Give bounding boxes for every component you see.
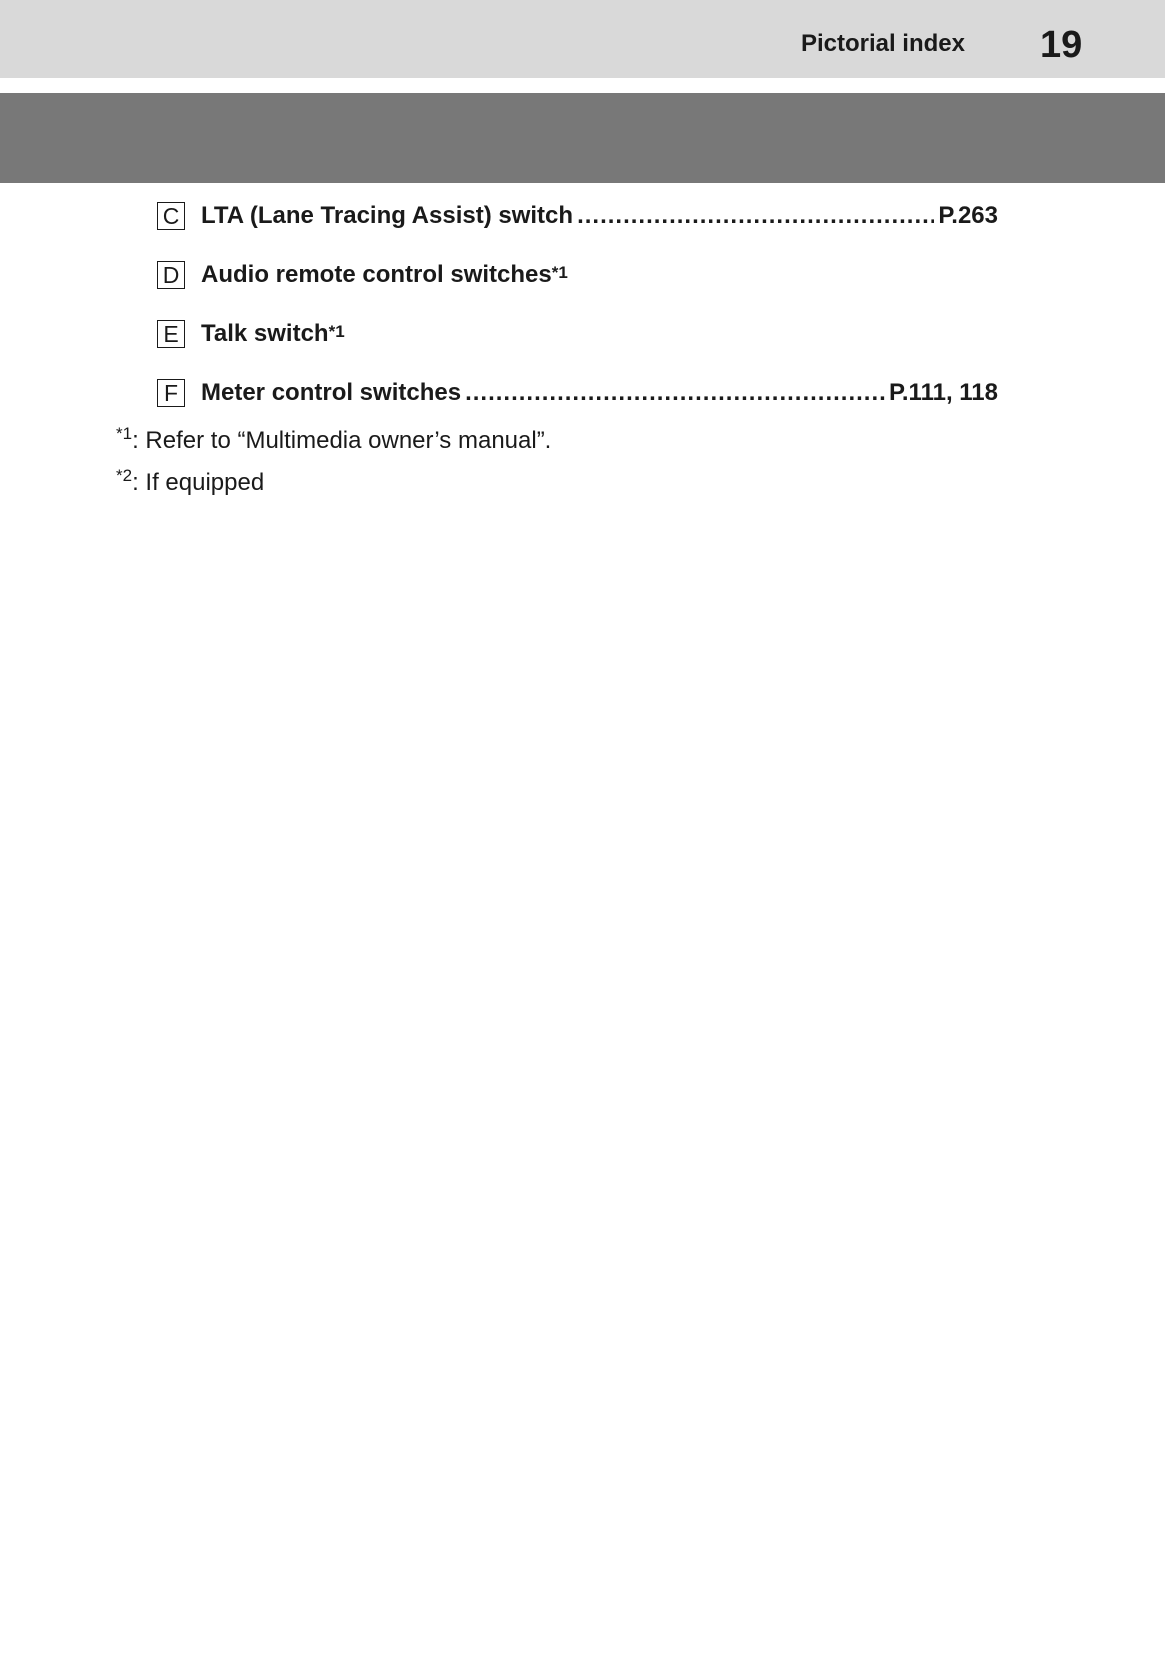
entry-letter-box: C	[157, 202, 185, 230]
index-entry-e: E Talk switch $^{*1}$	[157, 317, 998, 351]
footnotes	[116, 420, 551, 504]
page-header	[0, 0, 1165, 78]
index-entry-d: D Audio remote control switches $^{*1}$	[157, 258, 998, 292]
footnote-text: : Refer to “Multimedia owner’s manual”.	[132, 427, 552, 454]
dot-leader	[465, 379, 885, 407]
footnote-marker: *2	[116, 466, 133, 485]
section-title: Pictorial index	[800, 30, 965, 57]
page-number: 19	[1040, 24, 1083, 66]
entry-label: Talk switch	[201, 320, 329, 347]
page-reference-link[interactable]: P.111, 118	[888, 379, 998, 406]
index-entry-c	[157, 199, 998, 233]
footnote-2	[116, 462, 551, 504]
footnote-1	[116, 420, 551, 462]
index-entry-f	[157, 376, 998, 410]
entry-label: Meter control switches	[201, 379, 462, 406]
entry-letter-box: F	[157, 379, 185, 407]
page-reference-link[interactable]: P.263	[938, 202, 998, 229]
section-band	[0, 93, 1165, 183]
footnote-marker: *1	[116, 424, 133, 443]
index-entries	[157, 199, 998, 435]
entry-label: Audio remote control switches	[201, 261, 552, 288]
dot-leader	[577, 202, 934, 230]
entry-label: LTA (Lane Tracing Assist) switch	[201, 202, 574, 229]
footnote-text: : If equipped	[132, 469, 265, 496]
entry-letter-box: E	[157, 320, 185, 348]
entry-letter-box: D	[157, 261, 185, 289]
